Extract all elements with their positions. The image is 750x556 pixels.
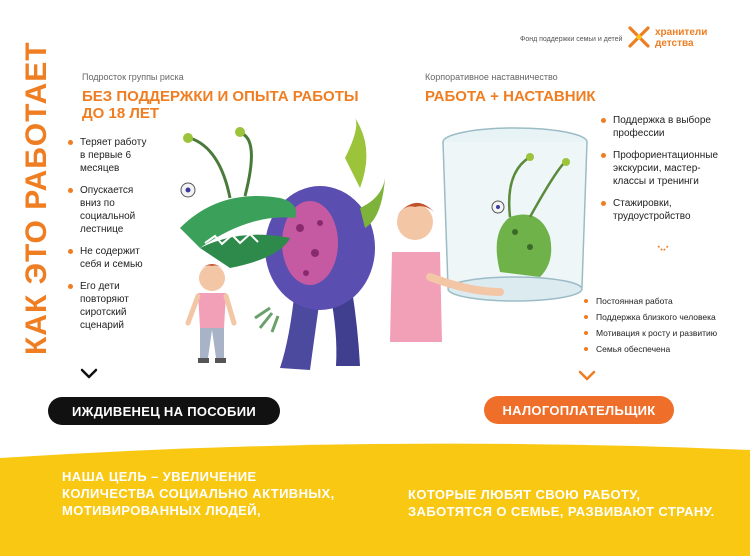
left-bullet-2-line-2: вниз по [80,198,115,209]
goal-left-line-2: КОЛИЧЕСТВА СОЦИАЛЬНО АКТИВНЫХ, [62,486,335,501]
monster-illustration [160,118,385,378]
right-top-bullet-1 [601,114,741,140]
left-bullet-2-line-4: лестнице [80,224,124,235]
left-bullet-4-line-4: сценарий [80,320,124,331]
left-bullet-2-line-3: социальной [80,211,136,222]
jar-illustration [390,112,595,372]
side-title: КАК ЭТО РАБОТАЕТ [20,41,53,355]
chevron-down-icon [80,368,98,380]
goal-text-right [408,486,715,520]
right-top-bullet-2-line-3: классы и тренинги [613,176,699,187]
right-bottom-bullet-1: Постоянная работа [584,296,744,307]
fund-caption: Фонд поддержки семьи и детей [520,36,623,43]
dependent-result-badge: ИЖДИВЕНЕЦ НА ПОСОБИИ [48,397,280,425]
right-bottom-bullet-list [584,296,744,360]
right-top-bullet-list [601,114,741,232]
left-subtitle: Подросток группы риска [82,72,184,82]
right-top-bullet-1-line-2: профессии [613,128,665,139]
goal-right-line-1: КОТОРЫЕ ЛЮБЯТ СВОЮ РАБОТУ, [408,487,641,502]
chevron-down-orange-icon [578,370,596,382]
left-bullet-3-line-1: Не содержит [80,246,140,257]
left-bullet-2-line-1: Опускается [80,185,134,196]
goal-left-line-1: НАША ЦЕЛЬ – УВЕЛИЧЕНИЕ [62,469,257,484]
right-top-bullet-2-line-2: экскурсии, мастер- [613,163,701,174]
left-bullet-4-line-2: повторяют [80,294,129,305]
left-bullet-1-line-1: Теряет работу [80,137,147,148]
right-top-bullet-3-line-1: Стажировки, [613,198,672,209]
chevron-down-small-icon [656,244,670,253]
left-heading [82,88,359,122]
left-bullet-4-line-1: Его дети [80,281,120,292]
goal-left-line-3: МОТИВИРОВАННЫХ ЛЮДЕЙ, [62,503,261,518]
goal-right-line-2: ЗАБОТЯТСЯ О СЕМЬЕ, РАЗВИВАЮТ СТРАНУ. [408,504,715,519]
right-bottom-bullet-2: Поддержка близкого человека [584,312,744,323]
logo-cross-icon [626,24,652,50]
left-bullet-4-line-3: сиротский [80,307,127,318]
left-heading-line-2: ДО 18 ЛЕТ [82,105,160,122]
left-bullet-1-line-3: месяцев [80,163,120,174]
right-bottom-bullet-3: Мотивация к росту и развитию [584,328,744,339]
logo-line-1: хранители [655,27,708,38]
left-bullet-1-line-2: в первые 6 [80,150,132,161]
logo-line-2: детства [655,38,694,49]
right-top-bullet-3-line-2: трудоустройство [613,211,691,222]
right-heading: РАБОТА + НАСТАВНИК [425,88,596,105]
goal-text-left [62,468,335,519]
right-top-bullet-3 [601,197,741,223]
taxpayer-result-badge: НАЛОГОПЛАТЕЛЬЩИК [484,396,674,424]
left-bullet-3-line-2: себя и семью [80,259,143,270]
right-bottom-bullet-4: Семья обеспечена [584,344,744,355]
right-subtitle: Корпоративное наставничество [425,72,558,82]
logo-wordmark [655,27,707,49]
left-heading-line-1: БЕЗ ПОДДЕРЖКИ И ОПЫТА РАБОТЫ [82,88,359,105]
right-top-bullet-2-line-1: Профориентационные [613,150,719,161]
right-top-bullet-1-line-1: Поддержка в выборе [613,115,711,126]
right-top-bullet-2 [601,149,741,188]
